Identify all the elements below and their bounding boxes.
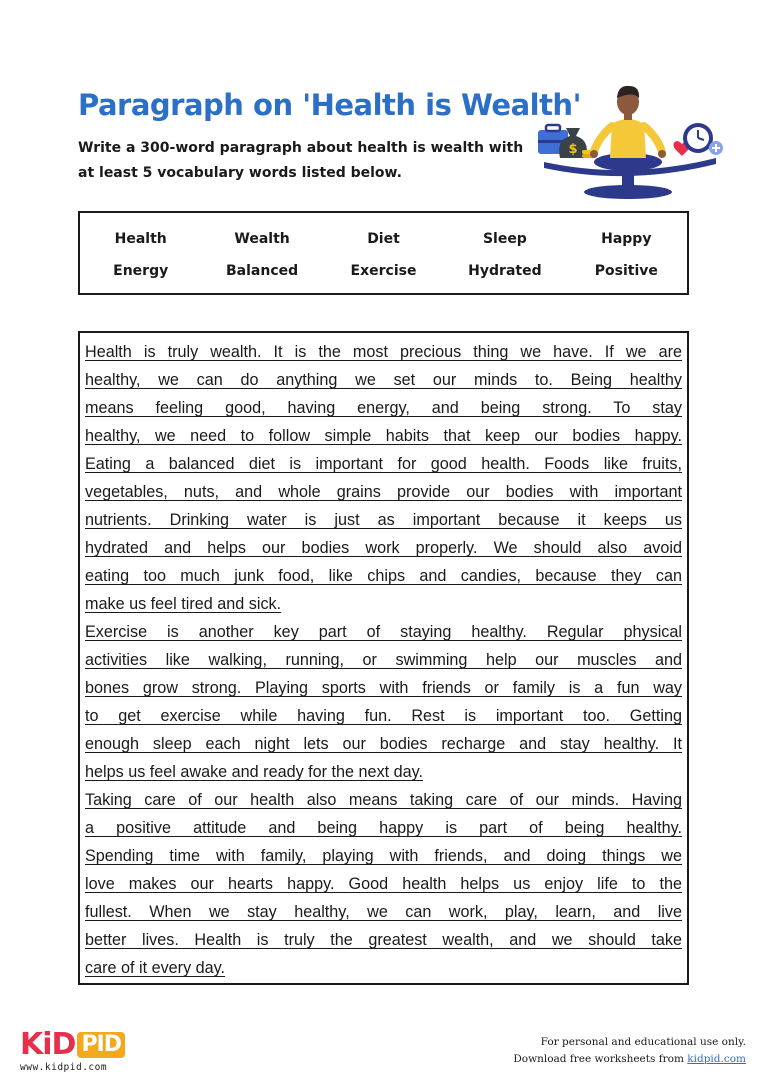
- vocab-word: Positive: [594, 263, 658, 279]
- paragraph-line: healthy, we need to follow simple habits that keep our bodies happy.: [85, 427, 682, 445]
- paragraph-line: fullest. When we stay healthy, we can work, play, learn, and live: [85, 903, 682, 921]
- logo-text-pid: PID: [77, 1032, 125, 1058]
- page-title: Paragraph on 'Health is Wealth': [78, 88, 581, 122]
- vocab-word: Energy: [113, 263, 169, 279]
- paragraph-line: better lives. Health is truly the greatest wealth, and we should take: [85, 931, 682, 949]
- paragraph-line: Eating a balanced diet is important for good health. Foods like fruits,: [85, 455, 682, 473]
- footer-line-1: For personal and educational use only.: [540, 1036, 746, 1048]
- vocab-word: Sleep: [482, 231, 527, 247]
- vocab-word: Diet: [367, 231, 400, 247]
- kidpid-logo: [20, 1027, 125, 1073]
- vocab-word: Exercise: [350, 263, 417, 279]
- paragraph-line: activities like walking, running, or swimming help our muscles and: [85, 651, 682, 669]
- paragraph-line: healthy, we can do anything we set our minds to. Being healthy: [85, 371, 682, 389]
- vocab-word: Happy: [601, 231, 652, 247]
- svg-text:$: $: [568, 142, 578, 157]
- paragraph-line: a positive attitude and being happy is part of being healthy.: [85, 819, 682, 837]
- vocab-word: Wealth: [234, 231, 290, 247]
- paragraph-line: enough sleep each night lets our bodies recharge and stay healthy. It: [85, 735, 682, 753]
- vocab-word: Health: [114, 231, 167, 247]
- paragraph-box: [78, 331, 689, 985]
- vocab-word: Balanced: [226, 263, 299, 279]
- paragraph-line: Exercise is another key part of staying healthy. Regular physical: [85, 623, 682, 641]
- paragraph-line: hydrated and helps our bodies work properly. We should also avoid: [85, 539, 682, 557]
- paragraph-line: helps us feel awake and ready for the next day.: [85, 763, 424, 781]
- paragraph-line: to get exercise while having fun. Rest is important too. Getting: [85, 707, 682, 725]
- footer-site-link[interactable]: kidpid.com: [687, 1053, 746, 1065]
- paragraph-line: Taking care of our health also means taking care of our minds. Having: [85, 791, 682, 809]
- instructions: Write a 300-word paragraph about health is wealth with at least 5 vocabulary words listed below.: [78, 140, 524, 181]
- footer-note: [513, 1034, 746, 1068]
- paragraph-line: nutrients. Drinking water is just as important because it keeps us: [85, 511, 682, 529]
- logo-url: www.kidpid.com: [20, 1062, 108, 1073]
- paragraph-line: make us feel tired and sick.: [85, 595, 282, 613]
- vocabulary-box: [78, 211, 689, 295]
- paragraph-line: Health is truly wealth. It is the most precious thing we have. If we are: [85, 343, 682, 361]
- paragraph-line: bones grow strong. Playing sports with friends or family is a fun way: [85, 679, 682, 697]
- paragraph-line: eating too much junk food, like chips and candies, because they can: [85, 567, 682, 585]
- vocab-word: Hydrated: [468, 263, 542, 279]
- paragraph-line: means feeling good, having energy, and being strong. To stay: [85, 399, 682, 417]
- paragraph-line: vegetables, nuts, and whole grains provide our bodies with important: [85, 483, 682, 501]
- paragraph-line: care of it every day.: [85, 959, 226, 977]
- paragraph-line: Spending time with family, playing with friends, and doing things we: [85, 847, 682, 865]
- paragraph-line: love makes our hearts happy. Good health helps us enjoy life to the: [85, 875, 682, 893]
- footer-line-2: Download free worksheets from kidpid.com: [513, 1053, 746, 1065]
- logo-text-kid: KiD: [20, 1027, 76, 1062]
- balance-scale-meditation-illustration: [532, 82, 732, 204]
